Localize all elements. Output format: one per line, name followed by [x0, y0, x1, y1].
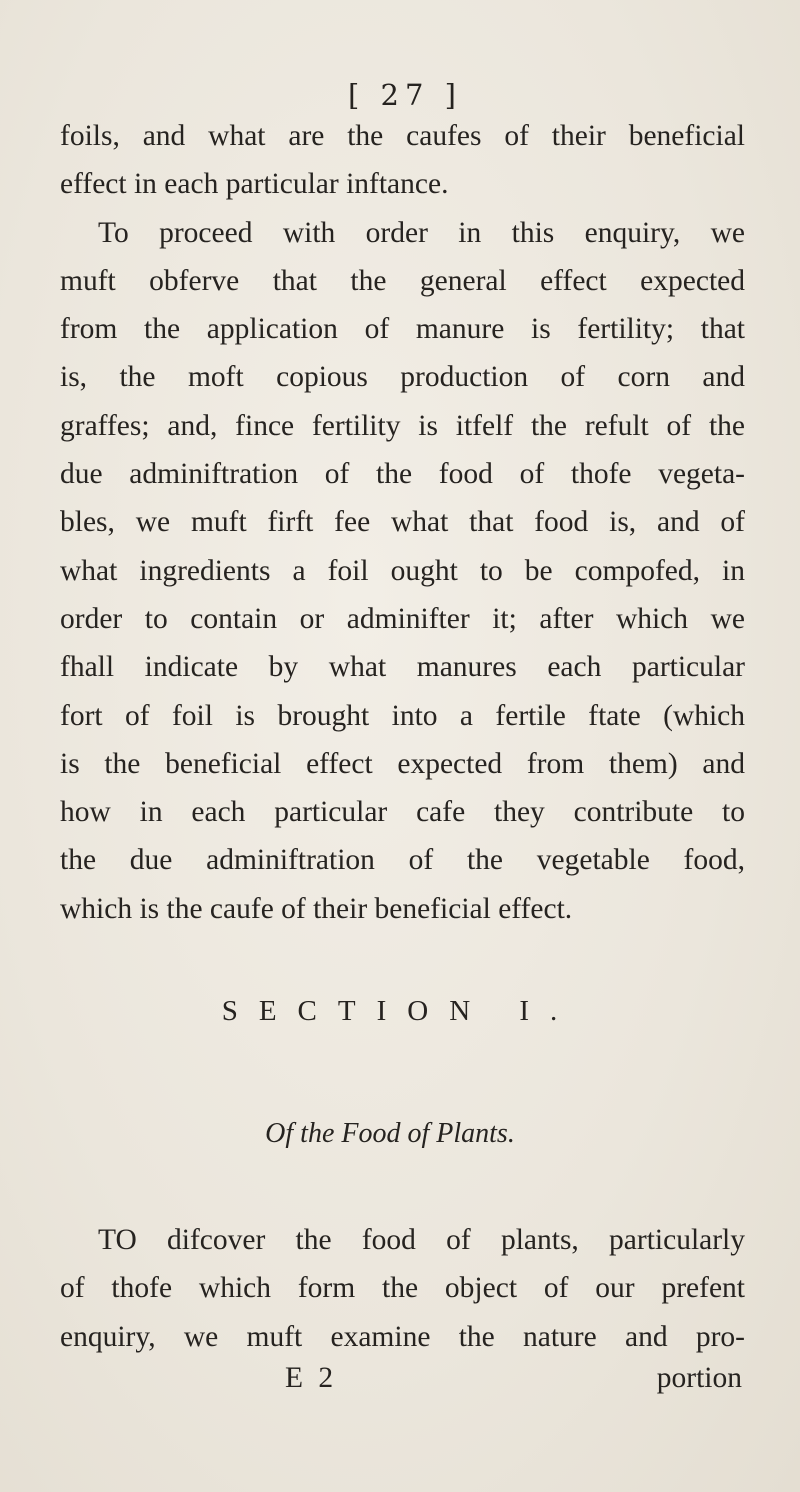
text-line: how in each particular cafe they contribute to: [60, 796, 745, 829]
text-line: foils, and what are the caufes of their beneficial: [60, 120, 745, 152]
text-line: TO difcover the food of plants, particularly: [98, 1224, 745, 1256]
text-line: graffes; and, fince fertility is itfelf the refult of the: [60, 409, 745, 442]
body-text-top: [60, 112, 745, 933]
section-heading: SECTION I.: [221, 995, 579, 1027]
text-line: is, the moft copious production of corn and: [60, 361, 745, 394]
text-line: effect in each particular inftance.: [60, 168, 449, 201]
page-footer: [0, 1354, 800, 1402]
catchword: portion: [656, 1362, 742, 1394]
text-line: enquiry, we muft examine the nature and pro-: [60, 1320, 745, 1353]
text-line: order to contain or adminifter it; after which we: [60, 602, 745, 635]
text-line: of thofe which form the object of our prefent: [60, 1272, 745, 1305]
text-line: is the beneficial effect expected from them) and: [60, 747, 745, 780]
body-text-bottom: [60, 1216, 745, 1361]
text-line: fort of foil is brought into a fertile ftate (which: [60, 699, 745, 732]
text-line: what ingredients a foil ought to be compofed, in: [60, 554, 745, 587]
text-line: the due adminiftration of the vegetable food,: [60, 844, 745, 877]
section-subtitle: Of the Food of Plants.: [265, 1118, 515, 1149]
text-line: muft obferve that the general effect expected: [60, 264, 745, 297]
text-line: due adminiftration of the food of thofe vegeta-: [60, 458, 745, 491]
text-line: from the application of manure is fertility; that: [60, 313, 745, 346]
text-line: fhall indicate by what manures each particular: [60, 651, 745, 684]
text-line: which is the caufe of their beneficial effect.: [60, 892, 573, 925]
text-line: bles, we muft firft fee what that food is, and of: [60, 506, 745, 539]
page-number: [ 27 ]: [348, 78, 462, 112]
text-line: To proceed with order in this enquiry, we: [98, 216, 745, 249]
signature-mark: E 2: [285, 1362, 338, 1394]
